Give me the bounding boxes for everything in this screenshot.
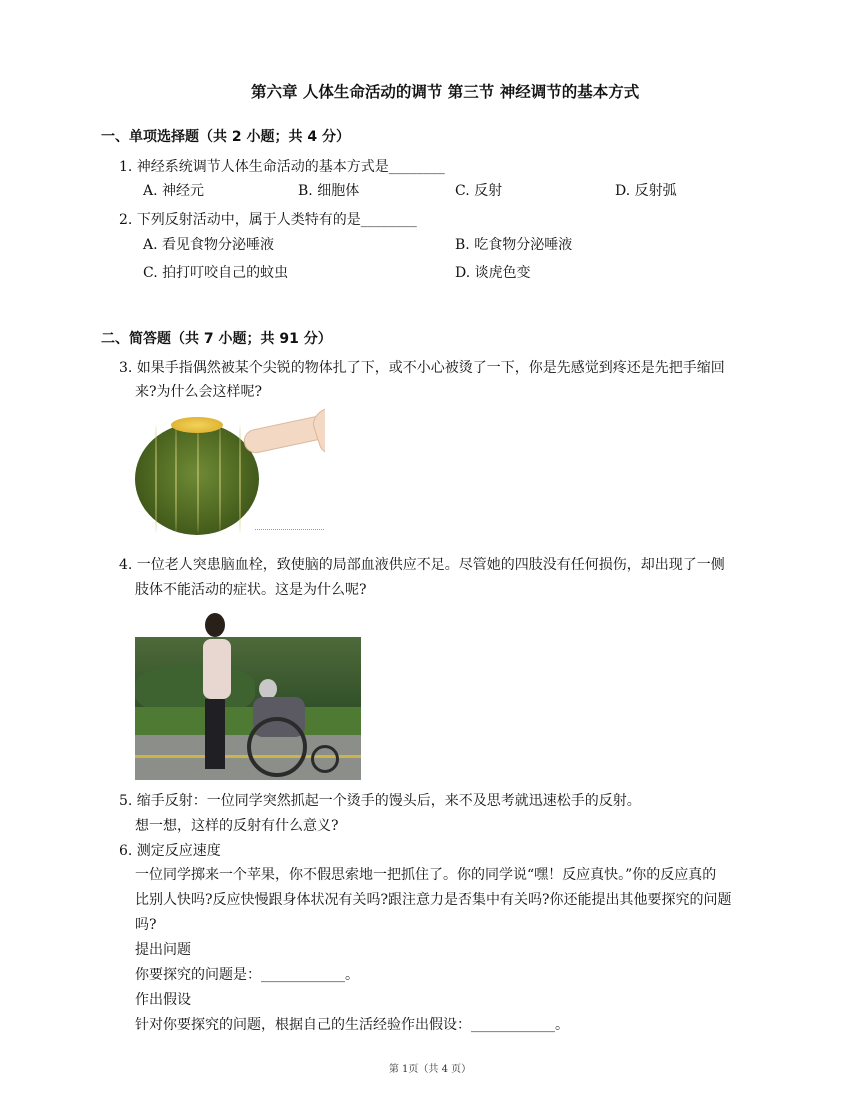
question-6-line-8: 针对你要探究的问题，根据自己的生活经验作出假设：____________。 (135, 1017, 569, 1033)
wheelchair-wheel (247, 717, 307, 777)
question-1-option-d: D. 反射弧 (615, 183, 677, 199)
cactus-rib (219, 425, 221, 533)
cactus-rib (197, 425, 199, 533)
wheelchair-photo (135, 607, 361, 780)
question-6-line-5: 提出问题 (135, 942, 191, 958)
question-6-line-3: 比别人快吗?反应快慢跟身体状况有关吗?跟注意力是否集中有关吗?你还能提出其他要探究的问题 (135, 892, 732, 908)
cactus-rib (175, 425, 177, 533)
question-4-line-1: 4. 一位老人突患脑血栓，致使脑的局部血液供应不足。尽管她的四肢没有任何损伤，却出现了一侧 (119, 557, 725, 573)
elder-head (259, 679, 277, 699)
question-1-stem: 1. 神经系统调节人体生命活动的基本方式是________ (119, 159, 445, 175)
question-2-stem: 2. 下列反射活动中，属于人类特有的是________ (119, 212, 417, 228)
question-6-line-7: 作出假设 (135, 992, 191, 1008)
question-3-line-1: 3. 如果手指偶然被某个尖锐的物体扎了下，或不小心被烫了一下，你是先感觉到疼还是先把手缩回 (119, 360, 725, 376)
question-2-option-d: D. 谈虎色变 (455, 265, 531, 281)
caregiver-body (203, 639, 231, 699)
section-heading-short-answer: 二、简答题（共 7 小题；共 91 分） (101, 331, 332, 347)
question-2-option-c: C. 拍打叮咬自己的蚊虫 (143, 265, 289, 281)
question-2-option-a: A. 看见食物分泌唾液 (143, 237, 275, 253)
question-6-line-6: 你要探究的问题是：____________。 (135, 967, 359, 983)
finger (242, 411, 325, 456)
photo-grass (135, 707, 361, 737)
question-1-option-b: B. 细胞体 (298, 183, 360, 199)
question-2-option-b: B. 吃食物分泌唾液 (455, 237, 573, 253)
question-6-line-4: 吗? (135, 917, 157, 933)
cactus-finger-illustration (135, 403, 325, 535)
caregiver-head (205, 613, 225, 637)
question-5-line-2: 想一想，这样的反射有什么意义? (135, 818, 339, 834)
question-6-line-1: 6. 测定反应速度 (119, 843, 221, 859)
wheelchair-front-wheel (311, 745, 339, 773)
dotted-frame (255, 455, 325, 530)
question-6-line-2: 一位同学掷来一个苹果，你不假思索地一把抓住了。你的同学说“嘿！反应真快。”你的反应真的 (135, 867, 717, 883)
cactus-top (171, 417, 223, 433)
section-heading-choice: 一、单项选择题（共 2 小题；共 4 分） (101, 129, 350, 145)
question-3-line-2: 来?为什么会这样呢? (135, 384, 263, 400)
page-title: 第六章 人体生命活动的调节 第三节 神经调节的基本方式 (251, 83, 640, 101)
cactus-rib (239, 425, 241, 533)
cactus-rib (155, 425, 157, 533)
page-footer: 第 1页（共 4 页） (388, 1064, 472, 1075)
question-1-option-a: A. 神经元 (143, 183, 205, 199)
question-4-line-2: 肢体不能活动的症状。这是为什么呢? (135, 582, 367, 598)
question-5-line-1: 5. 缩手反射：一位同学突然抓起一个烫手的馒头后，来不及思考就迅速松手的反射。 (119, 793, 641, 809)
caregiver-legs (205, 699, 225, 769)
question-1-option-c: C. 反射 (455, 183, 503, 199)
